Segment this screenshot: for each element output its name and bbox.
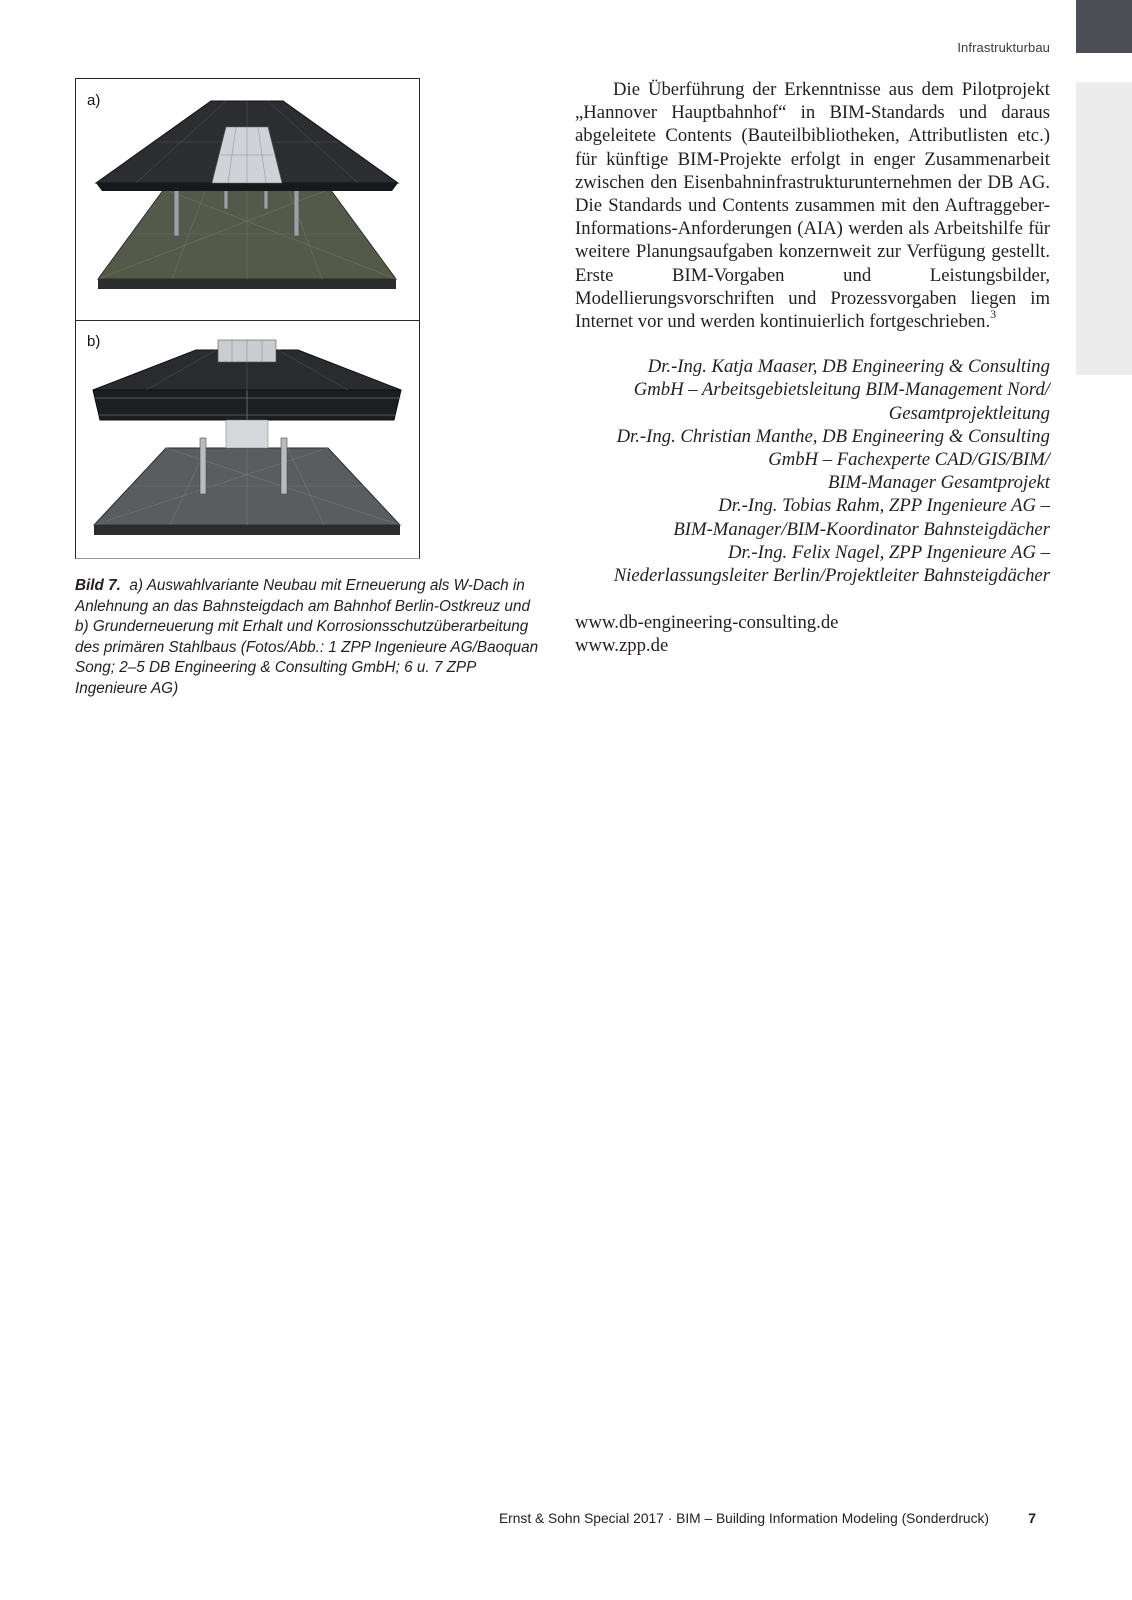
author-line: GmbH – Arbeitsgebietsleitung BIM-Management Nord/ <box>633 379 1050 401</box>
web-links <box>575 611 1050 657</box>
author-line: BIM-Manager/BIM-Koordinator Bahnsteigdächer <box>673 518 1050 540</box>
figure-panel-b <box>76 320 419 558</box>
author-line: Dr.-Ing. Tobias Rahm, ZPP Ingenieure AG – <box>718 495 1050 517</box>
caption-label: Bild 7. <box>75 577 121 594</box>
figure-7 <box>75 78 420 559</box>
body-paragraph <box>575 78 1050 333</box>
author-line: GmbH – Fachexperte CAD/GIS/BIM/ <box>768 449 1050 471</box>
link-zpp[interactable]: www.zpp.de <box>575 635 669 657</box>
author-line: Gesamtprojektleitung <box>888 402 1050 424</box>
figure-panel-a <box>76 79 419 321</box>
section-tab-light <box>1076 82 1132 375</box>
page-number: 7 <box>1028 1510 1036 1526</box>
link-db-engineering[interactable]: www.db-engineering-consulting.de <box>575 612 839 634</box>
panel-a-label: a) <box>87 92 101 109</box>
caption-text: a) Auswahlvariante Neubau mit Erneuerung als W-Dach in Anlehnung an das Bahnsteigdach am Bahnhof Berlin-Ostkreuz und b) Grunderneuerung mit Erhalt und Korrosionsschutzüberarbeitung des primären Stahlbaus (Fotos/Abb.: 1 ZPP Ingenieure AG/Baoquan Song; 2–5 DB Engineering & Consulting GmbH; 6 u. 7 ZPP Ingenieure AG) <box>75 577 539 697</box>
footnote-reference: 3 <box>990 306 997 321</box>
footer-publication: Ernst & Sohn Special 2017 · BIM – Building Information Modeling (Sonderdruck) <box>498 1511 989 1526</box>
author-line: Dr.-Ing. Christian Manthe, DB Engineering & Consulting <box>616 425 1050 447</box>
panel-b-label: b) <box>87 333 101 350</box>
author-line: BIM-Manager Gesamtprojekt <box>828 472 1050 494</box>
paragraph-text: Die Überführung der Erkenntnisse aus dem Pilotprojekt „Hannover Hauptbahnhof“ in BIM-Standards und daraus abgeleitete Contents (Bauteilbibliotheken, Attributlisten etc.) für künftige BIM-Projekte erfolgt in enger Zusammenarbeit zwischen den Eisenbahninfrastrukturunternehmen der DB AG. Die Standards und Contents zusammen mit den Auftraggeber-Informations-Anforderungen (AIA) werden als Arbeitshilfe für weitere Planungsaufgaben konzernweit zur Verfügung gestellt. Erste BIM-Vorgaben und Leistungsbilder, Modellierungsvorschriften und Prozessvorgaben liegen im Internet vor und werden kontinuierlich fortgeschrieben. <box>575 79 1050 333</box>
author-line: Dr.-Ing. Felix Nagel, ZPP Ingenieure AG – <box>728 541 1050 563</box>
author-line: Niederlassungsleiter Berlin/Projektleiter Bahnsteigdächer <box>613 565 1050 587</box>
w-roof-model-illustration <box>76 79 419 319</box>
right-column <box>575 78 1050 658</box>
author-list <box>575 355 1050 587</box>
section-tab-dark <box>1076 0 1132 53</box>
running-title: Infrastrukturbau <box>957 40 1050 55</box>
author-line: Dr.-Ing. Katja Maaser, DB Engineering & Consulting <box>647 356 1050 378</box>
renovated-roof-model-illustration <box>76 320 419 558</box>
figure-caption <box>75 576 545 699</box>
